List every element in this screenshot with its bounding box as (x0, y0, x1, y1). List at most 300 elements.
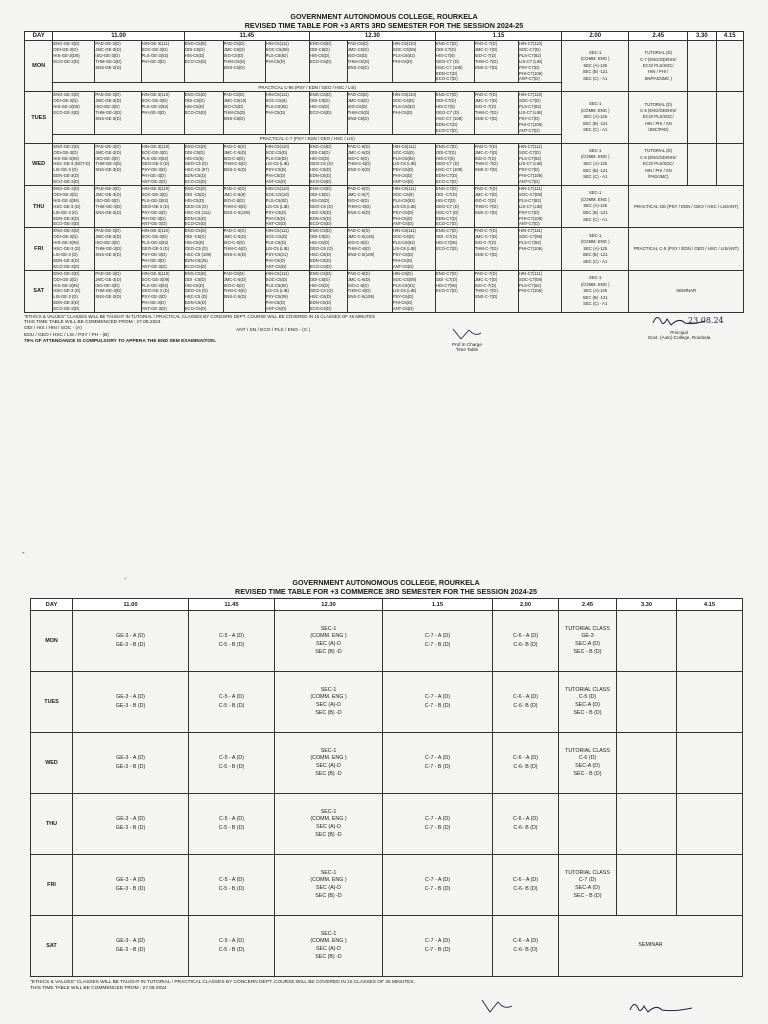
arts-class-entry: THM-C6(D) (347, 110, 370, 116)
arts-class-entry: HIS-C5(6) (184, 155, 204, 161)
arts-class-entry: PHI-C6(D) (392, 58, 413, 64)
arts-slot-cell (53, 41, 95, 83)
arts-slot-cell (392, 228, 435, 270)
arts-class-entry: LIS-GE-3 (D) (53, 252, 78, 257)
arts-slot-cell (392, 270, 435, 312)
arts-sec-entry: SEC-1 (589, 147, 602, 153)
arts-class-entry: PAD-C-6(D) (347, 228, 370, 234)
arts-tutorial-cell (629, 143, 688, 185)
commerce-empty-cell (617, 855, 677, 916)
arts-slot-cell (347, 270, 392, 312)
commerce-slot-cell (275, 794, 383, 855)
arts-class-entry: JMC-C6(D) (347, 98, 369, 104)
arts-class-entry: ENG-C6(D) (309, 143, 332, 149)
arts-header-row (25, 32, 744, 41)
arts-class-entry: ECO-C5(D) (184, 179, 207, 185)
arts-class-entry: PSY-C5(D) (265, 167, 287, 173)
arts-class-entry: JMC-C-5(D) (223, 149, 247, 155)
commerce-slot-cell (189, 794, 275, 855)
commerce-header-330: 3.30 (617, 599, 677, 611)
arts-class-entry: HIS-GE-3(06) (53, 240, 79, 246)
commerce-class-entry: GE-3 - B (D) (115, 703, 146, 709)
arts-sec-entry: SEC-1 (589, 232, 602, 238)
arts-sec-entry: SEC (C) - A1 (583, 258, 608, 264)
arts-slot-cell (223, 92, 265, 134)
commerce-class-entry: (COMM. ENG ) (310, 694, 347, 701)
arts-slot-cell (265, 92, 309, 134)
arts-slot-cell (95, 41, 141, 83)
arts-class-entry: ANT-C5(D) (265, 263, 287, 269)
arts-class-entry: JMC-C-6(D) (347, 149, 371, 155)
arts-class-entry: ANT-GE-3(D) (141, 179, 167, 185)
arts-slot-cell (53, 143, 95, 185)
arts-class-entry: PAD-GE-3(D) (95, 186, 121, 192)
arts-day-row (25, 41, 744, 83)
arts-class-entry: JMC-C5(D) (223, 46, 245, 52)
arts-sec-entry: (COMM. ENG ) (580, 107, 610, 113)
arts-class-entry: PHI-C6(D) (392, 300, 413, 306)
arts-class-entry: LIS-GE-3 (D) (53, 209, 78, 215)
arts-class-entry: ISO-C-6(D) (347, 155, 369, 161)
arts-sec-entry: SEC-1 (589, 49, 602, 55)
arts-class-entry: SNS-C5(D) (223, 115, 245, 121)
arts-sec-entry: (COMM. ENG ) (580, 281, 610, 287)
arts-class-entry: THM-GE-3(D) (95, 58, 122, 64)
arts-class-entry: THM-C-7(D) (474, 110, 498, 116)
arts-class-entry: SNS-C-7(D) (474, 167, 498, 173)
commerce-note-commence: THIS TIME TABLE WILL BE COMMENCED FROM : 27.08.2024 (30, 986, 167, 992)
arts-class-entry: PLS-GE-3(82) (141, 52, 169, 58)
arts-slot-cell (141, 143, 184, 185)
arts-class-entry: PAD-C5(D) (223, 41, 245, 46)
arts-class-entry: SOC-GE-3(D) (141, 191, 168, 197)
arts-class-entry: PSY-C5(09) (265, 294, 288, 300)
arts-class-entry: PHI-C5(D) (265, 215, 286, 221)
arts-class-entry: PAD-C-7(D) (474, 143, 498, 149)
commerce-class-entry: GE-3 - B (D) (115, 764, 146, 770)
arts-class-entry: LIS-C5 (LIB) (265, 288, 289, 294)
arts-slot-cell (141, 228, 184, 270)
arts-class-entry: SOC-C5(10) (265, 191, 289, 197)
commerce-slot-cell (559, 855, 617, 916)
arts-class-entry: ECO-C7(D) (435, 246, 458, 252)
arts-class-entry: PAD-C5(D) (223, 92, 245, 98)
arts-sec-entry: SEC-1 (589, 274, 602, 280)
arts-class-entry: SOC-C5(8) (265, 98, 287, 104)
prof-in-charge (432, 327, 502, 352)
arts-class-entry: HSC-GE-3 (BOT-D) (53, 161, 91, 167)
arts-class-entry: PLS-C6(82) (392, 52, 415, 58)
arts-class-entry: ANT-C5(D) (265, 221, 287, 227)
arts-class-entry: HSC-GE-3 (D) (53, 246, 81, 252)
commerce-class-entry: GE-3 - A (D) (116, 815, 145, 822)
commerce-class-entry: C-7 - A (D) (424, 937, 450, 944)
commerce-slot-cell (493, 916, 559, 977)
arts-class-entry: PSY-C5(21) (265, 252, 288, 257)
arts-day-label: THU (25, 186, 53, 228)
arts-slot-cell (265, 270, 309, 312)
arts-slot-cell (518, 41, 561, 83)
arts-class-entry: ANT-C7(D) (518, 127, 540, 133)
arts-slot-cell (223, 186, 265, 228)
arts-practical-label: PRACTICAL C-86 (PSY / EDN / GEO / HSC / LIS) (53, 83, 562, 92)
arts-class-entry: PHI-GE-3(D) (141, 215, 166, 221)
arts-class-entry: LIS-C7 (LIB) (518, 110, 543, 116)
principal-label: Principal (670, 330, 688, 336)
arts-class-entry: PAD-C-7(D) (474, 92, 498, 98)
arts-class-entry: PLS-C5(82) (265, 104, 288, 110)
arts-slot-cell (474, 41, 518, 83)
arts-class-entry: HSC-C7 (D) (435, 209, 459, 215)
arts-class-entry: ENG-C7(D) (435, 143, 458, 149)
commerce-slot-cell (493, 672, 559, 733)
arts-empty-cell (688, 92, 716, 143)
arts-class-entry: SOC-GE-3(D) (141, 234, 168, 240)
arts-class-entry: THM-C-6(D) (347, 161, 371, 167)
arts-class-entry: PHI-C6(D) (392, 173, 413, 179)
arts-slot-cell (435, 228, 474, 270)
arts-class-entry: ODI-C6(D) (309, 149, 330, 155)
arts-class-entry: PAD-C-7(D) (474, 270, 498, 276)
arts-class-entry: ISO-C-5(D) (223, 197, 245, 203)
arts-class-entry: ENG-C5(D) (184, 228, 207, 234)
arts-class-entry: PHI-C6(D) (392, 110, 413, 116)
arts-slot-cell (347, 143, 392, 185)
commerce-slot-cell (493, 794, 559, 855)
commerce-class-entry: TUTORIAL CLASS (565, 686, 610, 693)
arts-class-entry: HIN-C5(110) (265, 186, 290, 192)
arts-class-entry: HIS-C7(D) (435, 197, 456, 203)
commerce-class-entry: C-6- B (D) (513, 825, 538, 831)
arts-sec-entry: (COMM. ENG ) (580, 56, 610, 62)
arts-class-entry: ISO-C-7(D) (474, 104, 496, 110)
arts-class-entry: HIS-C7(6) (435, 155, 455, 161)
arts-class-entry: GEO-C7 (D) (435, 58, 459, 64)
arts-slot-cell (141, 92, 184, 134)
commerce-slot-cell (493, 611, 559, 672)
arts-sec-cell (562, 270, 629, 312)
arts-class-entry: SNS-GE-3(D) (95, 252, 121, 257)
arts-class-entry: SOC-C6(08) (392, 46, 417, 52)
arts-class-entry: PAD-GE-3(D) (95, 270, 121, 276)
commerce-class-entry: SEC-A (D) (575, 641, 600, 647)
arts-class-entry: ODI -C7(D) (435, 234, 458, 240)
arts-class-entry: ECO-C6(D) (309, 221, 332, 227)
arts-class-entry: ENG-GE-3(D) (53, 186, 80, 192)
arts-class-entry: ODI-C7(D) (435, 98, 456, 104)
arts-slot-cell (309, 270, 347, 312)
arts-class-entry: SNS-C-7(D) (474, 64, 498, 70)
arts-class-entry: HSC-C7 (108) (435, 115, 463, 121)
commerce-class-entry: GE-3 - B (D) (115, 886, 146, 892)
arts-slot-cell (474, 143, 518, 185)
arts-class-entry: PSY-C7(D) (518, 64, 540, 70)
arts-slot-cell (309, 143, 347, 185)
arts-class-entry: PLS-C7(82) (518, 52, 542, 58)
arts-header-1230: 12.30 (309, 32, 435, 41)
commerce-class-entry: SEC - B (D) (573, 709, 602, 716)
arts-class-entry: HIN-C6(111) (392, 228, 416, 234)
arts-class-entry: ISO-C-6(D) (347, 240, 369, 246)
arts-class-entry: ECO-C5(D) (184, 221, 207, 227)
commerce-class-entry: (COMM. ENG ) (310, 816, 347, 823)
arts-class-entry: ISO-C-7(D) (474, 240, 496, 246)
commerce-class-entry: SEC-A (D) (575, 763, 600, 769)
arts-class-entry: PLS-GE-3(82) (141, 104, 169, 110)
commerce-class-entry: C-6- B (D) (513, 886, 538, 892)
arts-class-entry: HIS-GE-3(D8) (53, 104, 80, 110)
arts-class-entry: ECO-C6(D) (309, 110, 332, 116)
arts-class-entry: LIS-C7 (LIB) (518, 161, 543, 167)
arts-class-entry: ODI-C6(D) (309, 276, 330, 282)
commerce-slot-cell (189, 916, 275, 977)
commerce-slot-cell (383, 672, 493, 733)
commerce-class-entry: SEC - B (D) (573, 648, 602, 655)
arts-class-entry: ECO-C6(D) (309, 306, 332, 312)
arts-empty-cell (688, 143, 716, 185)
arts-tutorial-cell (629, 228, 744, 270)
arts-note-commence: THIS TIME TABLE WILL BE COMMENCED FROM : 27.08.2024 (24, 320, 161, 326)
arts-class-entry: LIS-C6 (LIB) (392, 246, 417, 252)
arts-class-entry: ISO-C-5(D) (223, 155, 245, 161)
arts-slot-cell (309, 228, 347, 270)
arts-class-entry: ODI-C6(D) (309, 191, 330, 197)
arts-slot-cell (95, 270, 141, 312)
arts-class-entry: ANT-GE-3(D) (141, 263, 167, 269)
arts-class-entry: ANT-C6(D) (392, 179, 414, 185)
arts-class-entry: HIS-C6(D) (309, 52, 330, 58)
arts-class-entry: JMC-C-7(D) (474, 98, 498, 104)
arts-slot-cell (435, 270, 474, 312)
arts-class-entry: EDN-C7(D) (435, 215, 458, 221)
arts-class-entry: SNS-C-7(D) (474, 252, 498, 257)
commerce-note-ethics: "ETHICS & VALUES" CLASSES WILL BE TAUGHT IN TUTORIAL / PRACTICAL CLASSES BY CONCERN DEPT..COURSE WILL BE COVERED IN 15 CLASSES OF 45 MINUTES . (30, 980, 417, 985)
commerce-header-row (31, 599, 743, 611)
arts-class-entry: HIS-C5(D) (184, 240, 205, 246)
arts-slot-cell (474, 228, 518, 270)
arts-class-entry: JMC-GE-3(D) (95, 234, 121, 240)
arts-slot-cell (392, 41, 435, 83)
commerce-class-entry: SEC (B) -D (315, 892, 342, 899)
arts-class-entry: SOC-C6(D) (392, 98, 415, 104)
arts-class-entry: ENG-C5(D) (184, 41, 207, 46)
commerce-class-entry: (COMM. ENG ) (310, 633, 347, 640)
arts-class-entry: HIN-C5(111) (265, 41, 289, 46)
arts-sec-entry: SEC (A)-125 (583, 161, 608, 167)
arts-class-entry: PHI-GE-3(D) (141, 257, 166, 263)
arts-class-entry: PHI-GE-3(D) (141, 110, 166, 116)
arts-class-entry: HIN-C6(110) (392, 41, 417, 46)
arts-class-entry: PAD-GE-3(D) (95, 228, 121, 234)
arts-class-entry: SOC-C5(D) (265, 276, 288, 282)
arts-slot-cell (223, 270, 265, 312)
arts-class-entry: PLS-C5(D) (265, 240, 287, 246)
arts-class-entry: PLS-C5(82) (265, 52, 288, 58)
arts-class-entry: PHI-C7(106) (518, 121, 543, 127)
commerce-class-entry: C-6 - A (D) (512, 937, 538, 944)
arts-header-200: 2.00 (562, 32, 629, 41)
arts-sec-entry: SEC (C) - A1 (583, 174, 608, 180)
arts-class-entry: GEO-C5 (D) (184, 288, 208, 294)
arts-class-entry: SOC-C7(D) (518, 46, 541, 52)
arts-class-entry: ENG-C5(D) (184, 143, 207, 149)
arts-slot-cell (309, 186, 347, 228)
arts-college-name: GOVERNMENT AUTONOMOUS COLLEGE, ROURKELA (290, 12, 478, 21)
arts-class-entry: PSY-GE-3(D) (141, 252, 167, 257)
arts-slot-cell (95, 143, 141, 185)
arts-sec-entry: SEC-1 (589, 101, 602, 107)
arts-empty-cell (716, 41, 743, 92)
arts-class-entry: HIS-GE-3(D8) (53, 52, 80, 58)
arts-tutorial-entry: TUTORIAL (D) (644, 50, 672, 56)
commerce-slot-cell (73, 672, 189, 733)
arts-tutorial-entry: /JMC/PAD) (647, 127, 669, 133)
arts-class-entry: ENG-C6(D) (309, 92, 332, 98)
arts-class-entry: SOC-C7(D) (518, 98, 541, 104)
arts-class-entry: PLS-C5(82) (265, 197, 288, 203)
commerce-class-entry: SEC-1 (320, 930, 337, 937)
arts-class-entry: PHI-C7(106) (518, 215, 543, 221)
arts-tutorial-cell (629, 92, 688, 143)
commerce-class-entry: C-7 - B (D) (424, 886, 451, 892)
arts-class-entry: JMC-C5(10) (223, 98, 247, 104)
arts-class-entry: HIN-C7(110) (518, 92, 543, 98)
arts-slot-cell (435, 186, 474, 228)
arts-class-entry: PSY-GE-3(D) (141, 209, 167, 215)
arts-class-entry: ODI -C7(D) (435, 276, 458, 282)
arts-class-entry: ANT-C6(D) (392, 263, 414, 269)
commerce-class-entry: (COMM. ENG ) (310, 755, 347, 762)
arts-class-entry: EDN-GE-3(D) (53, 300, 80, 306)
commerce-class-entry: GE-3 - B (D) (115, 825, 146, 831)
commerce-class-entry: C-7 - B (D) (424, 764, 451, 770)
arts-slot-cell (265, 186, 309, 228)
arts-class-entry: ISO-GE-3(D) (95, 104, 120, 110)
arts-class-entry: HIN-GE-3(110) (141, 186, 170, 192)
arts-class-entry: ENG-C6(D) (309, 228, 332, 234)
commerce-empty-cell (677, 672, 743, 733)
arts-class-entry: ENG-C7(D) (435, 41, 458, 46)
arts-slot-cell (435, 41, 474, 83)
arts-class-entry: SNS-GE-3(D) (95, 294, 121, 300)
arts-class-entry: LIS-C7 (LIB) (518, 203, 543, 209)
arts-class-entry: SOC-GE-3(09) (141, 276, 170, 282)
commerce-class-entry: SEC-1 (320, 869, 337, 876)
commerce-slot-cell (493, 733, 559, 794)
arts-class-entry: HIS-C6(D) (309, 282, 330, 288)
commerce-class-entry: C-7 - B (D) (424, 825, 451, 831)
arts-class-entry: LIS-C5 (LIB) (265, 203, 289, 209)
arts-slot-cell (53, 92, 95, 134)
arts-sec-cell (562, 186, 629, 228)
arts-class-entry: JMC-C-5(D) (223, 234, 247, 240)
commerce-class-entry: SEC (B) -D (315, 953, 342, 960)
commerce-slot-cell (275, 855, 383, 916)
commerce-class-entry: TUTORIAL CLASS (565, 625, 610, 632)
commerce-day-row (31, 855, 743, 916)
arts-slot-cell (141, 186, 184, 228)
commerce-title: REVISED TIME TABLE FOR +3 COMMERCE 3RD SEMESTER FOR THE SESSION 2024-25 (235, 587, 537, 596)
arts-sec-entry: SEC (B) -121 (582, 294, 608, 300)
arts-class-entry: PLS-GE-3(82) (141, 282, 169, 288)
arts-class-entry: EDN-GE-3(D) (53, 215, 80, 221)
arts-class-entry: ENG-GE-3(D) (53, 92, 80, 98)
commerce-class-entry: SEC - B (D) (573, 892, 602, 899)
arts-class-entry: ISO-C-7(D) (474, 155, 496, 161)
commerce-class-entry: TUTORIAL CLASS (565, 747, 610, 754)
arts-class-entry: JMC-C-6(7) (347, 191, 370, 197)
arts-class-entry: SOC-GE-3(D) (141, 46, 168, 52)
arts-class-entry: ANT-C6(D) (392, 221, 414, 227)
arts-class-entry: PLS-C6(82) (392, 282, 415, 288)
arts-class-entry: ECO-C7(D) (435, 221, 458, 227)
arts-slot-cell (518, 270, 561, 312)
arts-class-entry: PHI-GE-3(D) (141, 173, 166, 179)
arts-class-entry: JMC-C-5(8) (223, 191, 246, 197)
arts-class-entry: HIS-C5(D) (184, 197, 205, 203)
arts-class-entry: HIS-C6(D) (309, 240, 330, 246)
commerce-class-entry: C-5 - A (D) (218, 693, 244, 700)
arts-class-entry: HSC-C5 (D) (184, 294, 208, 300)
arts-class-entry: SNS-GE-3(D) (95, 64, 121, 70)
arts-sec-entry: SEC (A)-125 (583, 288, 608, 294)
signature-icon (478, 998, 518, 1014)
arts-class-entry: SOC-C5(08) (265, 46, 289, 52)
arts-class-entry: ISO-GE-3(D) (95, 52, 120, 58)
arts-class-entry: THM-GE-3(D) (95, 161, 122, 167)
commerce-slot-cell (493, 855, 559, 916)
arts-class-entry: GEO-C5 (D) (184, 161, 208, 167)
commerce-class-entry: C-6- B (D) (513, 947, 538, 953)
arts-class-entry: ENG-C7(D) (435, 228, 458, 234)
arts-slot-cell (223, 41, 265, 83)
arts-header-day: DAY (25, 32, 53, 41)
arts-class-entry: ENG-C6(D) (309, 186, 332, 192)
arts-class-entry: ENG-C7(D) (435, 186, 458, 192)
arts-class-entry: ECO-C6(D) (309, 58, 332, 64)
arts-class-entry: ECO-GE-3(D) (53, 179, 80, 185)
arts-note-group-b: EDU / GEO / HSC / LIS / PSY / PH - (B) (24, 332, 109, 338)
scan-mark: - (22, 548, 25, 557)
arts-sec-cell (562, 92, 629, 143)
arts-class-entry: HIN-C6(111) (392, 143, 416, 149)
arts-class-entry: GEO-C7 (D) (435, 203, 459, 209)
arts-class-entry: PLS-C7(82) (518, 155, 542, 161)
arts-class-entry: PAD-C-7(D) (474, 228, 498, 234)
commerce-class-entry: SEC (A)-D (315, 702, 341, 708)
arts-class-entry: PLS-C7(82) (518, 240, 542, 246)
commerce-class-entry: C-6 - A (D) (512, 754, 538, 761)
arts-class-entry: PAD-C-6(D) (347, 186, 370, 192)
arts-empty-cell (716, 92, 743, 143)
commerce-class-entry: SEC (A)-D (315, 763, 341, 769)
commerce-slot-cell (559, 916, 743, 977)
arts-class-entry: ODI-GE-3(D) (53, 149, 78, 155)
arts-empty-cell (716, 143, 743, 185)
arts-class-entry: JMC-C-6(125) (347, 234, 375, 240)
arts-slot-cell (184, 92, 223, 134)
arts-sec-entry: SEC (C) - A1 (583, 76, 608, 82)
arts-slot-cell (518, 143, 561, 185)
arts-class-entry: PAD-C-5(D) (223, 228, 246, 234)
arts-class-entry: SNS-C-6(109) (347, 252, 375, 257)
arts-slot-cell (347, 41, 392, 83)
arts-class-entry: PAD-C-6(D) (347, 143, 370, 149)
arts-class-entry: JMC-GE-3(D) (95, 46, 121, 52)
commerce-class-entry: C-7 - A (D) (424, 815, 450, 822)
arts-slot-cell (53, 186, 95, 228)
arts-class-entry: JMC-GE-3(D) (95, 98, 121, 104)
